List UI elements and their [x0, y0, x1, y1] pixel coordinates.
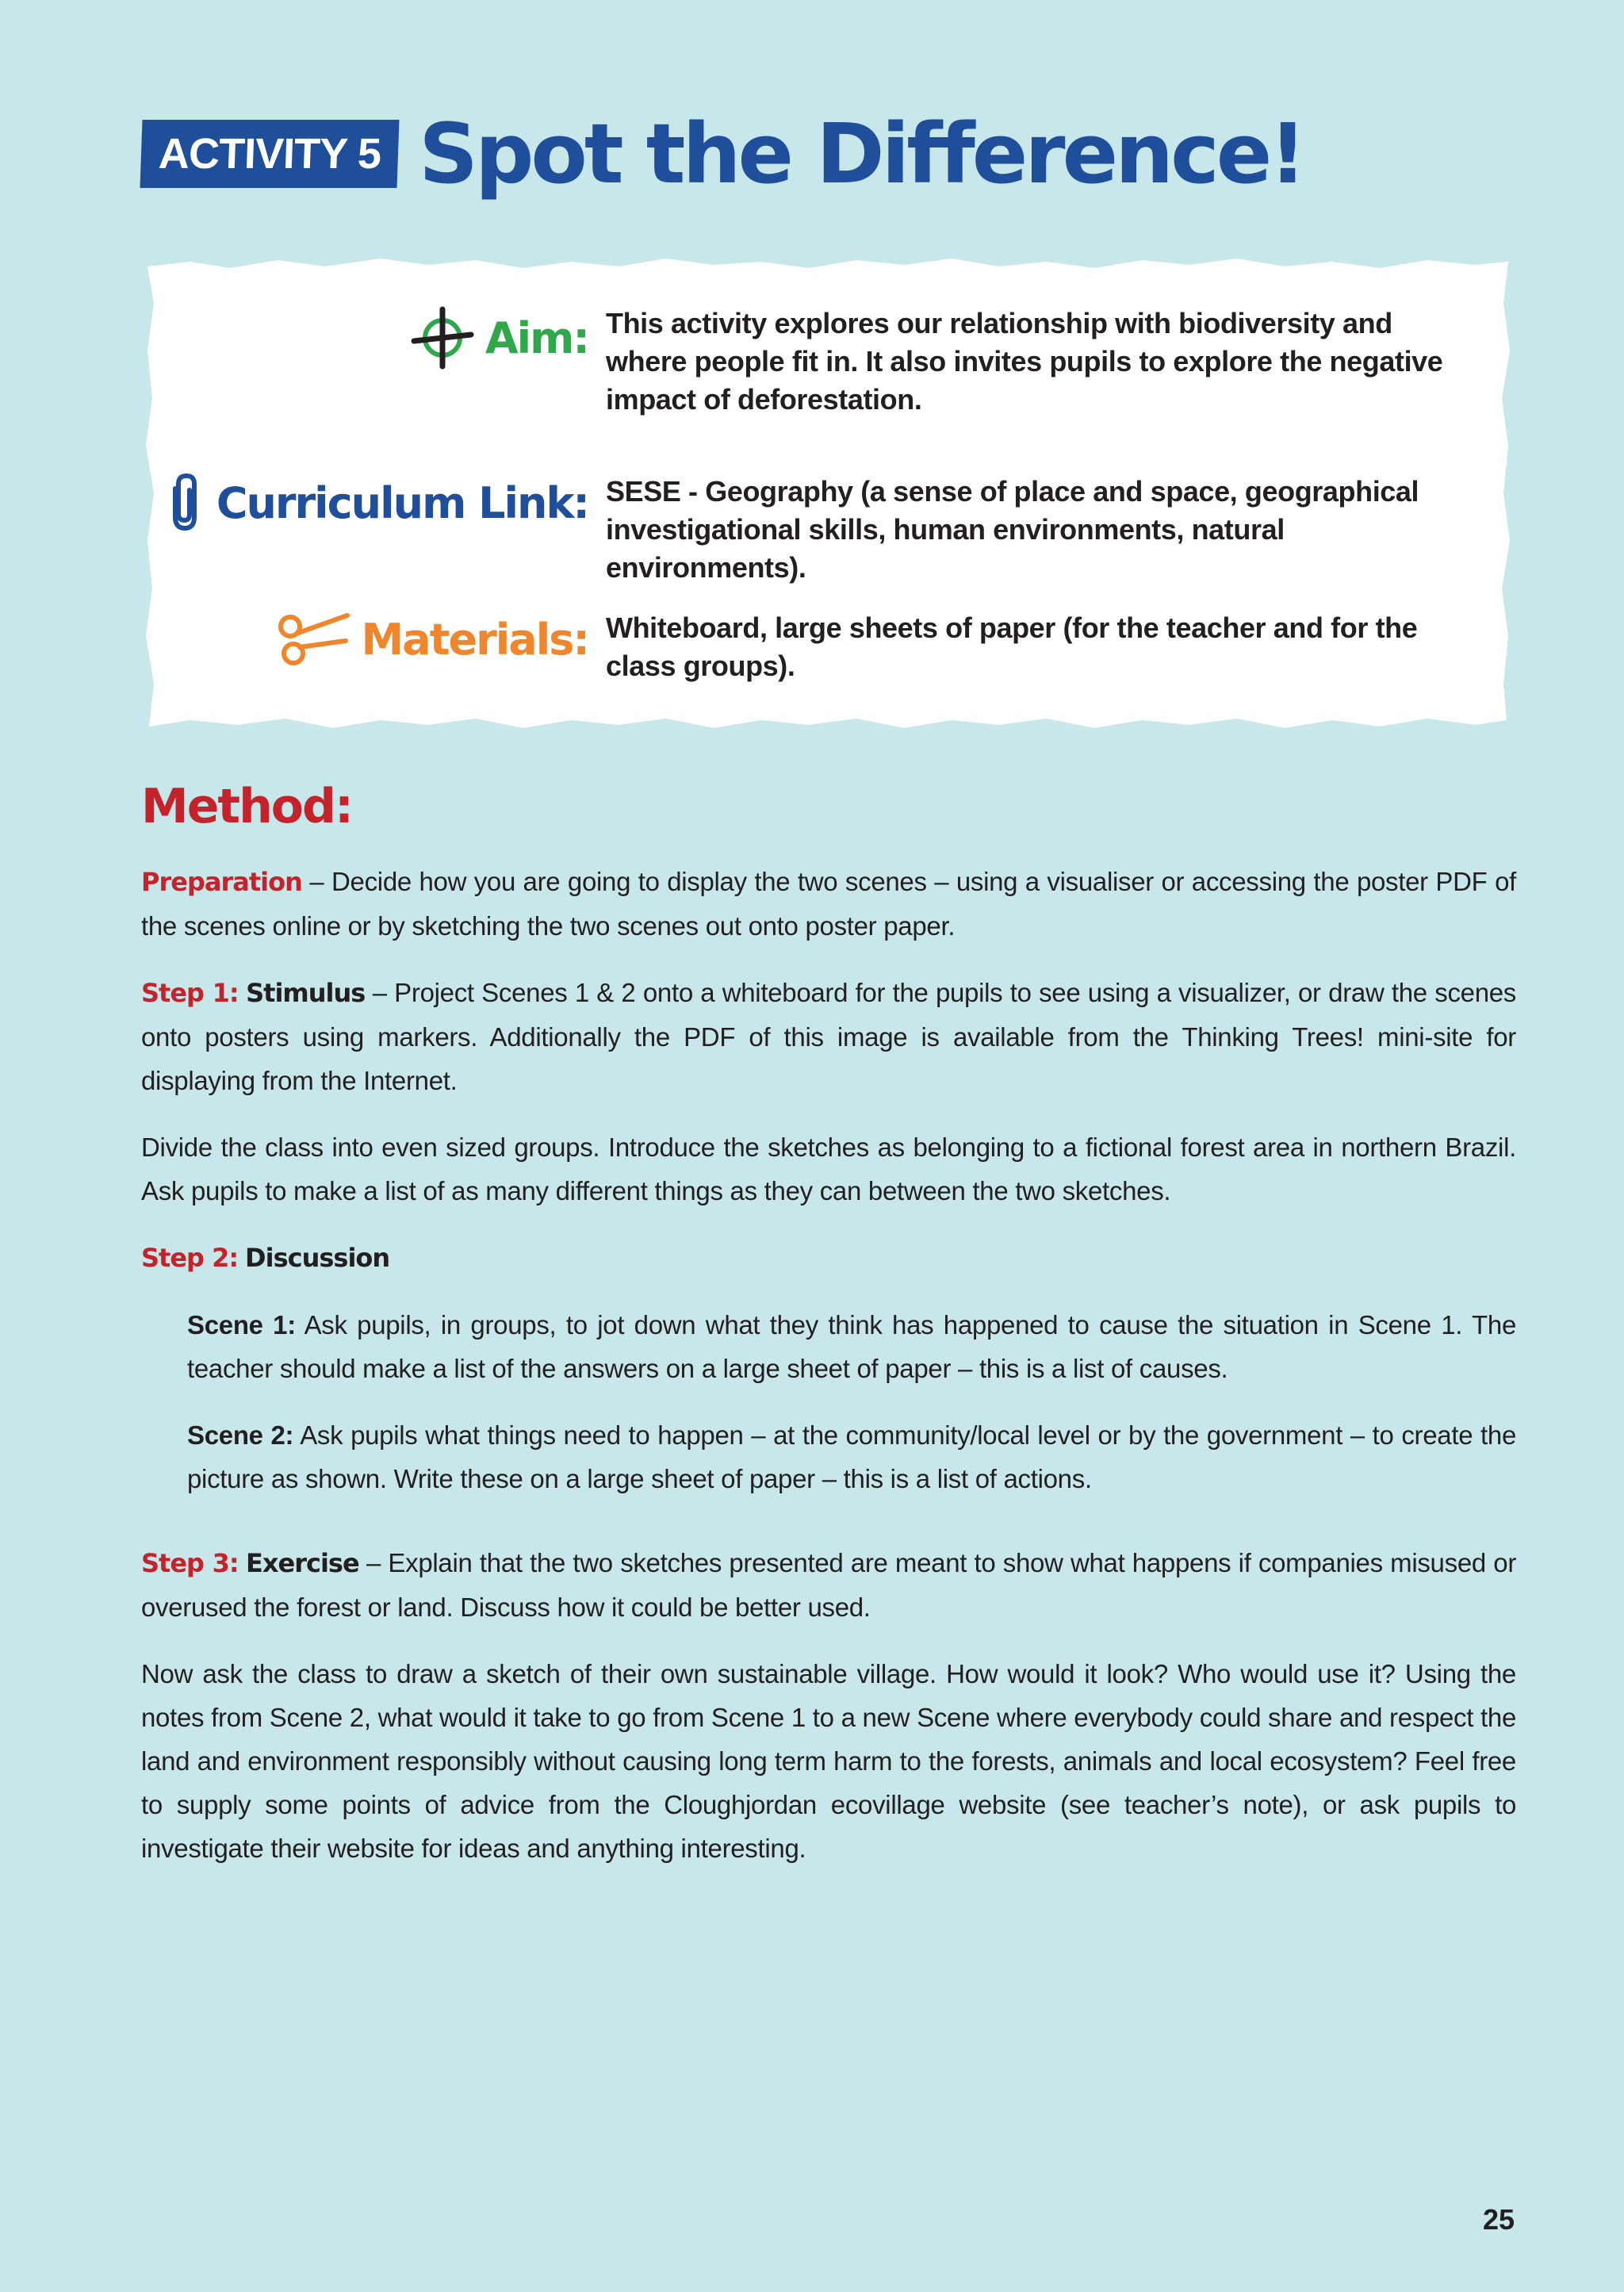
step3-paragraph-2: Now ask the class to draw a sketch of their own sustainable village. How would it look? Who would use it? Using the notes from Scene 2, what would it take to go from Scene 1 to a new Scene where everybody could share and respect the land and environment responsibly without causing long term harm to the forests, animals and local ecosystem? Feel free to supply some points of advice from the Cloughjordan ecovillage website (see teacher’s note), or ask pupils to investigate their website for ideas and anything interesting.: [141, 1659, 1516, 1863]
scene1-label: Scene 1:: [187, 1310, 296, 1340]
step3-text: – Explain that the two sketches presented are meant to show what happens if companies misused or overused the forest or land. Discuss how it could be better used.: [141, 1548, 1517, 1622]
method-content: [141, 860, 1516, 1893]
step3-title: Exercise: [246, 1548, 359, 1578]
step1-label: Step 1:: [141, 978, 239, 1008]
step2-label: Step 2:: [141, 1243, 239, 1273]
materials-label: Materials:: [361, 614, 588, 665]
scene1-paragraph: [187, 1303, 1516, 1390]
page-number: 25: [1482, 2203, 1515, 2236]
step1-paragraph-2: Divide the class into even sized groups. Introduce the sketches as belonging to a fictional forest area in northern Brazil. Ask pupils to make a list of as many different things as they can between the two sketches.: [141, 1133, 1516, 1205]
preparation-label: Preparation: [141, 867, 302, 897]
scene2-label: Scene 2:: [187, 1420, 294, 1450]
spacer: [141, 1524, 1516, 1541]
step1-text: – Project Scenes 1 & 2 onto a whiteboard for the pupils to see using a visualizer, or draw the scenes onto posters using markers. Additionally the PDF of this image is available from the Thinking Trees! mini-site for displaying from the Internet.: [141, 978, 1517, 1095]
aim-label-wrap: [143, 305, 606, 371]
scissors-icon: [276, 609, 352, 669]
aim-label: Aim:: [485, 312, 588, 363]
materials-label-wrap: [143, 609, 606, 669]
preparation-text: – Decide how you are going to display the two scenes – using a visualiser or accessing the poster PDF of the scenes online or by sketching the two scenes out onto poster paper.: [141, 867, 1516, 941]
materials-text: Whiteboard, large sheets of paper (for the teacher and for the class groups).: [606, 611, 1418, 682]
curriculum-text: SESE - Geography (a sense of place and space, geographical investigational skills, human environments, natural environments).: [606, 475, 1419, 584]
materials-row: [143, 609, 1478, 685]
scene2-paragraph: [187, 1413, 1516, 1501]
page-header: [141, 105, 1304, 202]
aim-text: This activity explores our relationship with biodiversity and where people fit in. It also invites pupils to explore the negative impact of deforestation.: [606, 307, 1443, 416]
step3-paragraph: [141, 1541, 1516, 1629]
step2-paragraph: [141, 1236, 1516, 1280]
scene2-text: Ask pupils what things need to happen – at the community/local level or by the government – to create the picture as shown. Write these on a large sheet of paper – this is a list of actions.: [187, 1420, 1517, 1493]
aim-row: [143, 305, 1478, 419]
preparation-paragraph: [141, 860, 1516, 948]
scene1-text: Ask pupils, in groups, to jot down what they think has happened to cause the situation in Scene 1. The teacher should make a list of the answers on a large sheet of paper – this is a list of causes.: [187, 1310, 1516, 1383]
curriculum-label: Curriculum Link:: [216, 477, 588, 528]
step2-title: Discussion: [245, 1243, 390, 1273]
page-title: Spot the Difference!: [419, 105, 1304, 202]
method-heading: Method:: [141, 779, 352, 834]
paperclip-icon: [163, 473, 207, 533]
step3-label: Step 3:: [141, 1548, 239, 1578]
step1-paragraph: [141, 971, 1516, 1102]
step1-title: Stimulus: [246, 978, 366, 1008]
curriculum-row: [143, 473, 1478, 587]
crosshair-icon: [409, 305, 476, 371]
activity-badge: ACTIVITY 5: [140, 120, 399, 188]
info-box: [143, 255, 1513, 731]
curriculum-label-wrap: [143, 473, 606, 533]
